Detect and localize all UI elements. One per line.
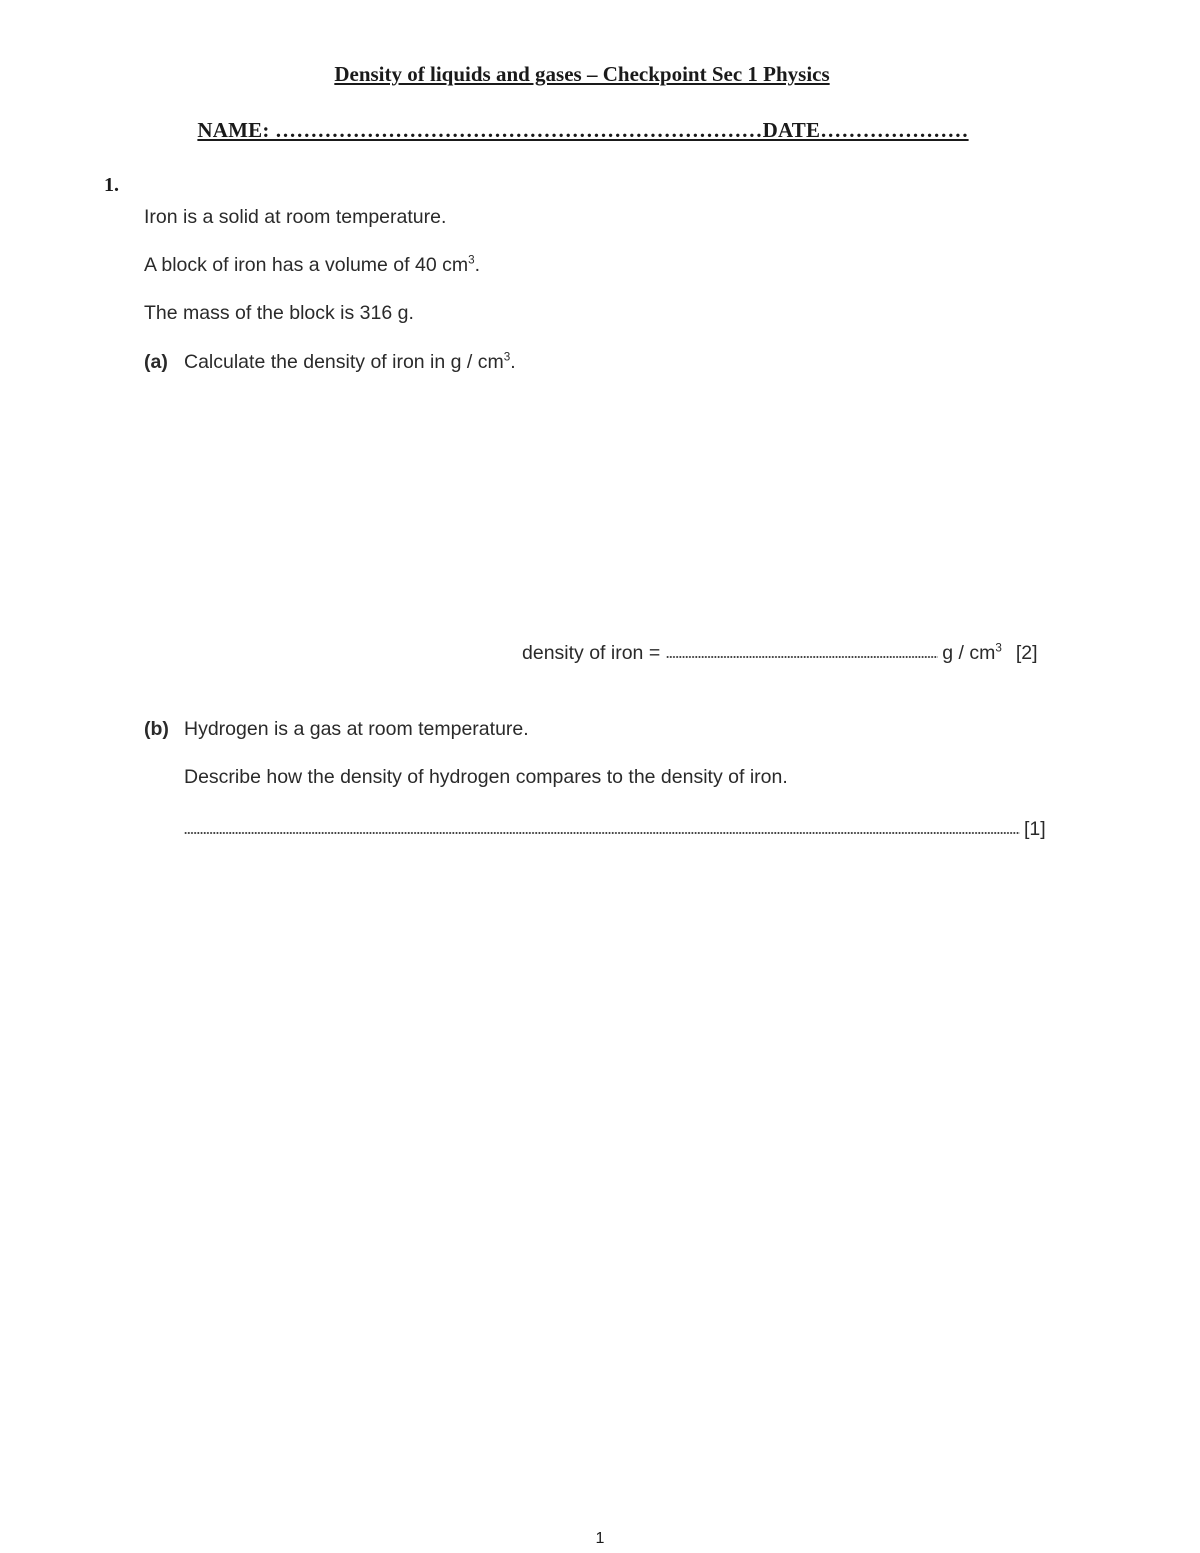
part-a-sup: 3 <box>503 350 511 364</box>
part-a-question <box>184 351 516 374</box>
part-a-text: Calculate the density of iron in g / cm <box>184 351 504 373</box>
intro-line-3: The mass of the block is 316 g. <box>144 302 414 324</box>
part-b-answer-row <box>184 818 1046 841</box>
page-title: Density of liquids and gases – Checkpoint Sec 1 Physics <box>334 62 830 86</box>
intro-line-2 <box>144 254 480 277</box>
intro-line-1: Iron is a solid at room temperature. <box>144 206 447 228</box>
page-number: 1 <box>595 1530 605 1547</box>
answer-label: density of iron = <box>522 642 661 664</box>
answer-blank-b[interactable] <box>184 831 1020 835</box>
part-a-label: (a) <box>144 351 168 373</box>
answer-unit-text: g / cm <box>942 642 996 664</box>
answer-unit-sup: 3 <box>995 641 1002 655</box>
intro-line-2-suffix: . <box>474 254 481 276</box>
name-date-line: NAME: ……………………………………………………………DATE………………… <box>197 118 969 142</box>
intro-line-2-sup: 3 <box>468 253 475 267</box>
part-a-marks: [2] <box>1015 642 1038 664</box>
answer-unit <box>942 642 1002 665</box>
part-a-answer-row <box>522 642 1038 665</box>
part-b-line-2: Describe how the density of hydrogen compares to the density of iron. <box>184 766 788 788</box>
part-a-suffix: . <box>510 351 516 373</box>
part-b-label: (b) <box>144 718 169 740</box>
answer-blank-a[interactable] <box>666 655 938 659</box>
part-b-line-1: Hydrogen is a gas at room temperature. <box>184 718 529 740</box>
intro-line-2-text: A block of iron has a volume of 40 cm <box>144 254 469 276</box>
question-number: 1. <box>104 174 119 196</box>
part-b-marks: [1] <box>1024 818 1046 840</box>
